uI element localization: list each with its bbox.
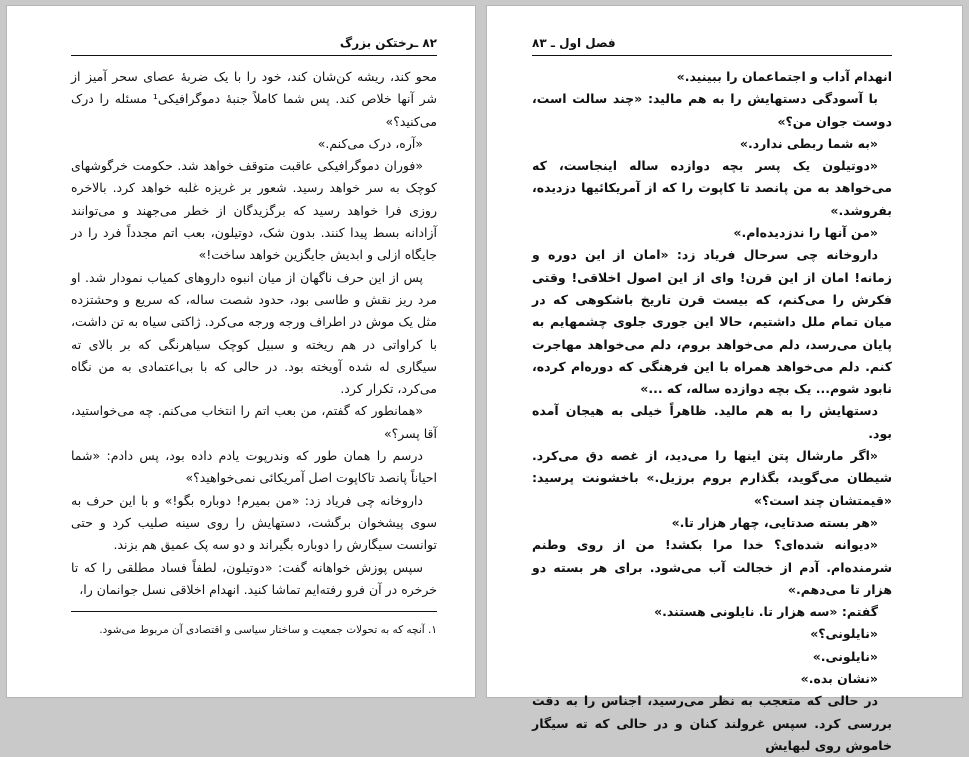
paragraph: داروخانه چی فریاد زد: «من بمیرم! دوباره بگو!» و با این حرف به سوی پیشخوان برگشت، دستهایش را روی سینه صلیب کرد و حتی توانست سیگارش را دوباره بگیراند و دو سه پک عمیق هم بزند. [71,492,437,553]
right-page [486,5,963,753]
paragraph: «نشان بده.» [800,671,878,687]
paragraph: انهدام آداب و اجتماعمان را ببینید.» [676,69,892,84]
paragraph: سپس پوزش خواهانه گفت: «دوتیلون، لطفاً فساد مطلقی را که تا خرخره در آن فرو رفته‌ایم تماشا کنید. انهدام اخلاقی نسل جوانمان را، [71,559,437,597]
paragraph: «دوتیلون یک پسر بچه دوازده ساله اینجاست، که می‌خواهد به من پانصد تا کاپوت را که از آمریکائیها دزدیده، بفروشد.» [532,158,892,218]
paragraph: «نایلونی.» [812,648,878,664]
paragraph: «فوران دموگرافیکی عاقبت متوقف خواهد شد. حکومت خرگوشهای کوچک به سر خواهد رسید. شعور بر غریزه غلبه خواهد کرد. بالاخره روزی فرا خواهد رسید که برگزیدگان از خطر می‌جهند و می‌توانند آزادانه بسط پیدا کنند. بدون شک، دوتیلون، بعب اتم مجدداً فرد را در جایگاه ازلی و ابدیش جایگزین خواهد ساخت!» [71,158,437,263]
paragraph: محو کند، ریشه کن‌شان کند، خود را با یک ضربهٔ عصای سحر آمیز از شر آنها خلاص کند. پس شما کاملاً جنبهٔ دموگرافیکی¹ مسئله را درک می‌کنید؟» [71,69,437,129]
paragraph: «همانطور که گفتم، من بعب اتم را انتخاب می‌کنم. چه می‌خواستید، آقا پسر؟» [71,403,437,441]
paragraph: «دیوانه شده‌ای؟ خدا مرا بکشد! من از روی وطنم شرمنده‌ام. آدم از خجالت آب می‌شود. برای هر بسته دو هزار تا می‌دهم.» [532,537,892,597]
paragraph: داروخانه چی سرحال فریاد زد: «امان از این دوره و زمانه! امان از این قرن! وای از این اصول اخلاقی! وقتی فکرش را می‌کنم، که بیست قرن تاریخ باشکوهی که در میان تمام ملل داشتیم، حالا این جوری جلوی چشمهایم به پایان می‌رسد، دلم می‌خواهد بروم، دلم می‌خواهد مهاجرت کنم. دلم می‌خواهد همراه با این فرهنگی که دوره‌ام کرده، نابود شوم... یک بچه دوازده ساله، که ...» [532,247,892,397]
paragraph: «نایلونی؟» [810,626,878,642]
footnote: ۱. آنچه که به تحولات جمعیت و ساختار سیاسی و اقتصادی آن مربوط می‌شود. [99,624,437,637]
left-page [6,5,476,698]
paragraph: «هر بسته صدتایی، چهار هزار تا.» [671,514,878,530]
paragraph: «اگر مارشال پتن اینها را می‌دید، از غصه دق می‌کرد. شیطان می‌گوید، بگذارم بروم برزیل.» باخشونت پرسید: «قیمتشان چند است؟» [532,448,892,508]
paragraph: در حالی که متعجب به نظر می‌رسید، اجناس را به دقت بررسی کرد. سپس غرولند کنان و در حالی که ته سیگار خاموش روی لبهایش [532,693,892,753]
paragraph: با آسودگی دستهایش را به هم مالید: «چند سالت است، دوست جوان من؟» [532,91,892,129]
right-page-header [532,36,892,56]
right-page-body [532,66,892,757]
paragraph: «به شما ربطی ندارد.» [739,135,878,151]
left-page-number: ۸۲ ـرختکن بزرگ [339,36,437,50]
paragraph: «آره، درک می‌کنم.» [317,135,423,151]
paragraph: درسم را همان طور که وندرپوت یادم داده بود، پس دادم: «شما احیاناً پانصد تاکاپوت اصل آمریکائی نمی‌خواهید؟» [71,448,437,486]
paragraph: گفتم: «سه هزار تا. نایلونی هستند.» [654,604,878,620]
left-page-body [71,66,437,601]
right-page-title: فصل اول ـ ۸۳ [532,36,616,50]
left-page-header [71,36,437,56]
paragraph: دستهایش را به هم مالید. ظاهراً خیلی به هیجان آمده بود. [532,403,892,441]
paragraph: پس از این حرف ناگهان از میان انبوه داروهای کمیاب نمودار شد. او مرد ریز نقش و طاسی بود، حدود شصت ساله، که سریع و وحشتزده مثل یک موش در اطراف ورجه ورجه می‌کرد. ژاکتی سیاه به تن داشت، با کراواتی در هم ریخته و سبیل کوچک سیاهرنگی که بر بالای ته سیگاری له شده آویخته بود. در حالی که با بی‌اعتمادی به من نگاه می‌کرد، تکرار کرد. [71,269,437,397]
paragraph: «من آنها را ندزدیده‌ام.» [733,225,878,241]
